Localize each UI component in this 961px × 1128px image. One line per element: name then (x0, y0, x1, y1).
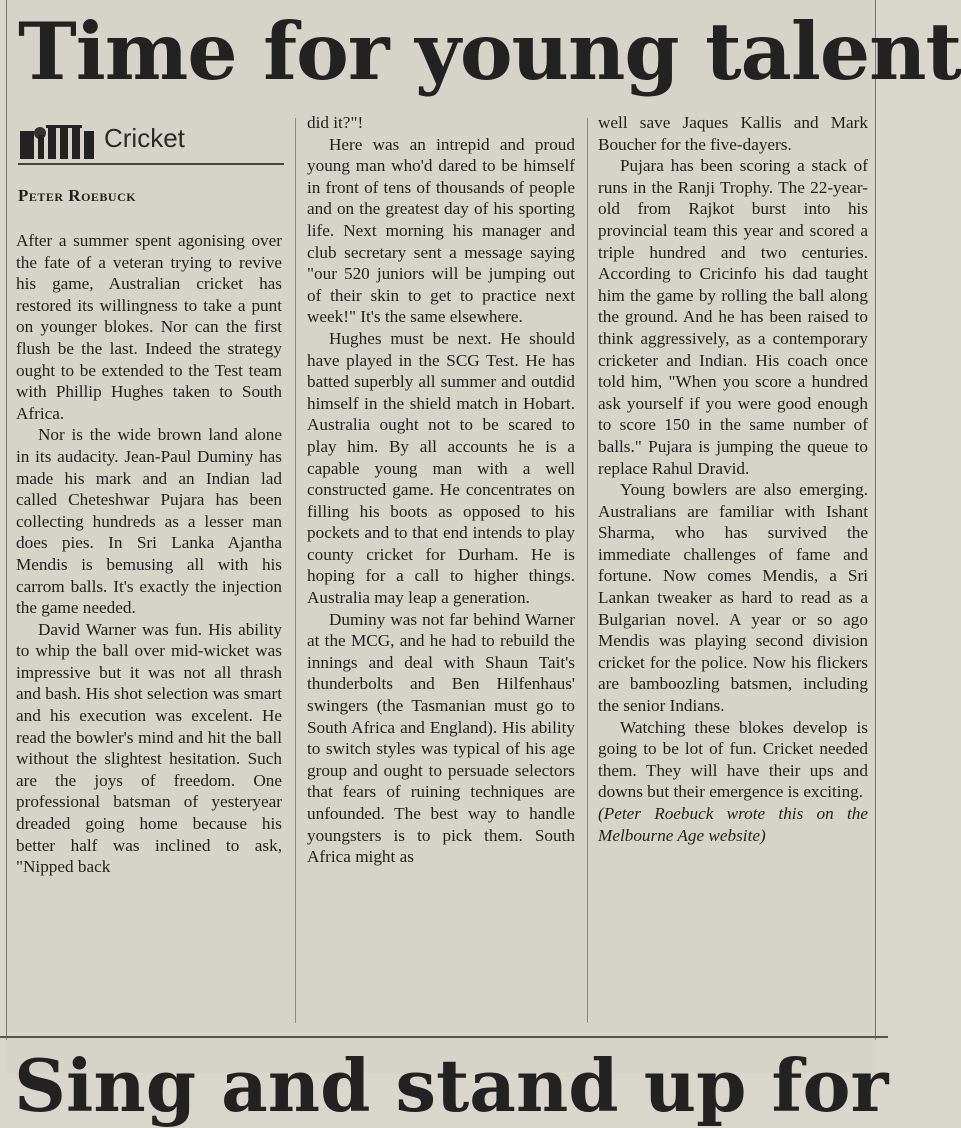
section-header (18, 117, 284, 165)
paragraph: Hughes must be next. He should have played in the SCG Test. He has batted superbly all summer and outdid himself in the shield match in Hobart. Australia ought not to be scared to play him. By all accounts he is a capable young man with a well constructed game. He concentrates on filling his boots as opposed to his pockets and to that end intends to play county cricket for Durham. He is hoping for a call to higher things. Australia may leap a generation. (307, 328, 575, 608)
paragraph: After a summer spent agonising over the fate of a veteran trying to revive his game, Australian cricket has restored its willingness to take a punt on younger blokes. Nor can the first flush be the last. Indeed the strategy ought to be extended to the Test team with Phillip Hughes taken to South Africa. (16, 231, 282, 423)
paragraph: well save Jaques Kallis and Mark Boucher for the five-dayers. (598, 113, 868, 154)
article-column-3 (598, 112, 868, 846)
paragraph: David Warner was fun. His ability to whip the ball over mid-wicket was impressive but it was not all thrash and bash. His shot selection was smart and his execution was excelent. He read the bowler's mind and hit the ball without the slightest hesitation. Such are the joys of freedom. One professional batsman of yesteryear dreaded going home because his better half was inclined to ask, "Nipped back (16, 619, 282, 877)
section-label: Cricket (104, 123, 185, 153)
cricket-stumps-icon (18, 121, 98, 161)
column-rule (587, 118, 588, 1023)
bottom-rule (0, 1036, 888, 1038)
byline: Peter Roebuck (18, 186, 137, 205)
paragraph: Nor is the wide brown land alone in its audacity. Jean-Paul Duminy has made his mark and an Indian lad called Cheteshwar Pujara has been collecting hundreds as a lesser man does pies. In Sri Lanka Ajantha Mendis is bemusing all with his carrom balls. It's exactly the injection the game needed. (16, 425, 282, 618)
paragraph: Watching these blokes develop is going to be lot of fun. Cricket needed them. They will have their ups and downs but their emergence is exciting. (598, 717, 868, 802)
paragraph: did it?"! (307, 113, 364, 132)
frame-right-rule (875, 0, 876, 1040)
frame-left-rule (6, 0, 7, 1040)
paragraph: Pujara has been scoring a stack of runs in the Ranji Trophy. The 22-year-old from Rajkot burst into his provincial team this year and scored a triple hundred and two centuries. According to Cricinfo his dad taught him the game by rolling the ball along the ground. And he has been raised to think aggressively, as a contemporary cricketer and Indian. His coach once told him, "When you score a hundred ask yourself if you were good enough to score 150 in the same number of balls." Pujara is jumping the queue to replace Rahul Dravid. (598, 156, 868, 478)
paragraph: Here was an intrepid and proud young man who'd dared to be himself in front of tens of thousands of people and on the greatest day of his sporting life. Next morning his manager and club secretary sent a message saying "our 520 juniors will be jumping out of their skin to get to practice next week!" It's the same elsewhere. (307, 134, 575, 327)
headline: Time for young talent (18, 5, 961, 98)
next-article-headline: Sing and stand up for (14, 1043, 889, 1128)
paragraph: Young bowlers are also emerging. Australians are familiar with Ishant Sharma, who has survived the immediate challenges of fame and fortune. Now comes Mendis, a Sri Lankan tweaker as hard to read as a Bulgarian novel. A year or so ago Mendis was playing second division cricket for the police. Now his flickers are bamboozling batsmen, including the senior Indians. (598, 480, 868, 716)
article-column-2 (307, 112, 575, 868)
author-credit: (Peter Roebuck wrote this on the Melbourne Age website) (598, 804, 868, 845)
column-rule (295, 118, 296, 1023)
paragraph: Duminy was not far behind Warner at the MCG, and he had to rebuild the innings and deal with Shaun Tait's thunderbolts and Ben Hilfenhaus' swingers (the Tasmanian must go to South Africa and England). His ability to switch styles was typical of his age group and ought to persuade selectors that fears of ruining techniques are unfounded. The best way to handle youngsters is to pick them. South Africa might as (307, 609, 575, 867)
article-column-1 (16, 230, 282, 878)
